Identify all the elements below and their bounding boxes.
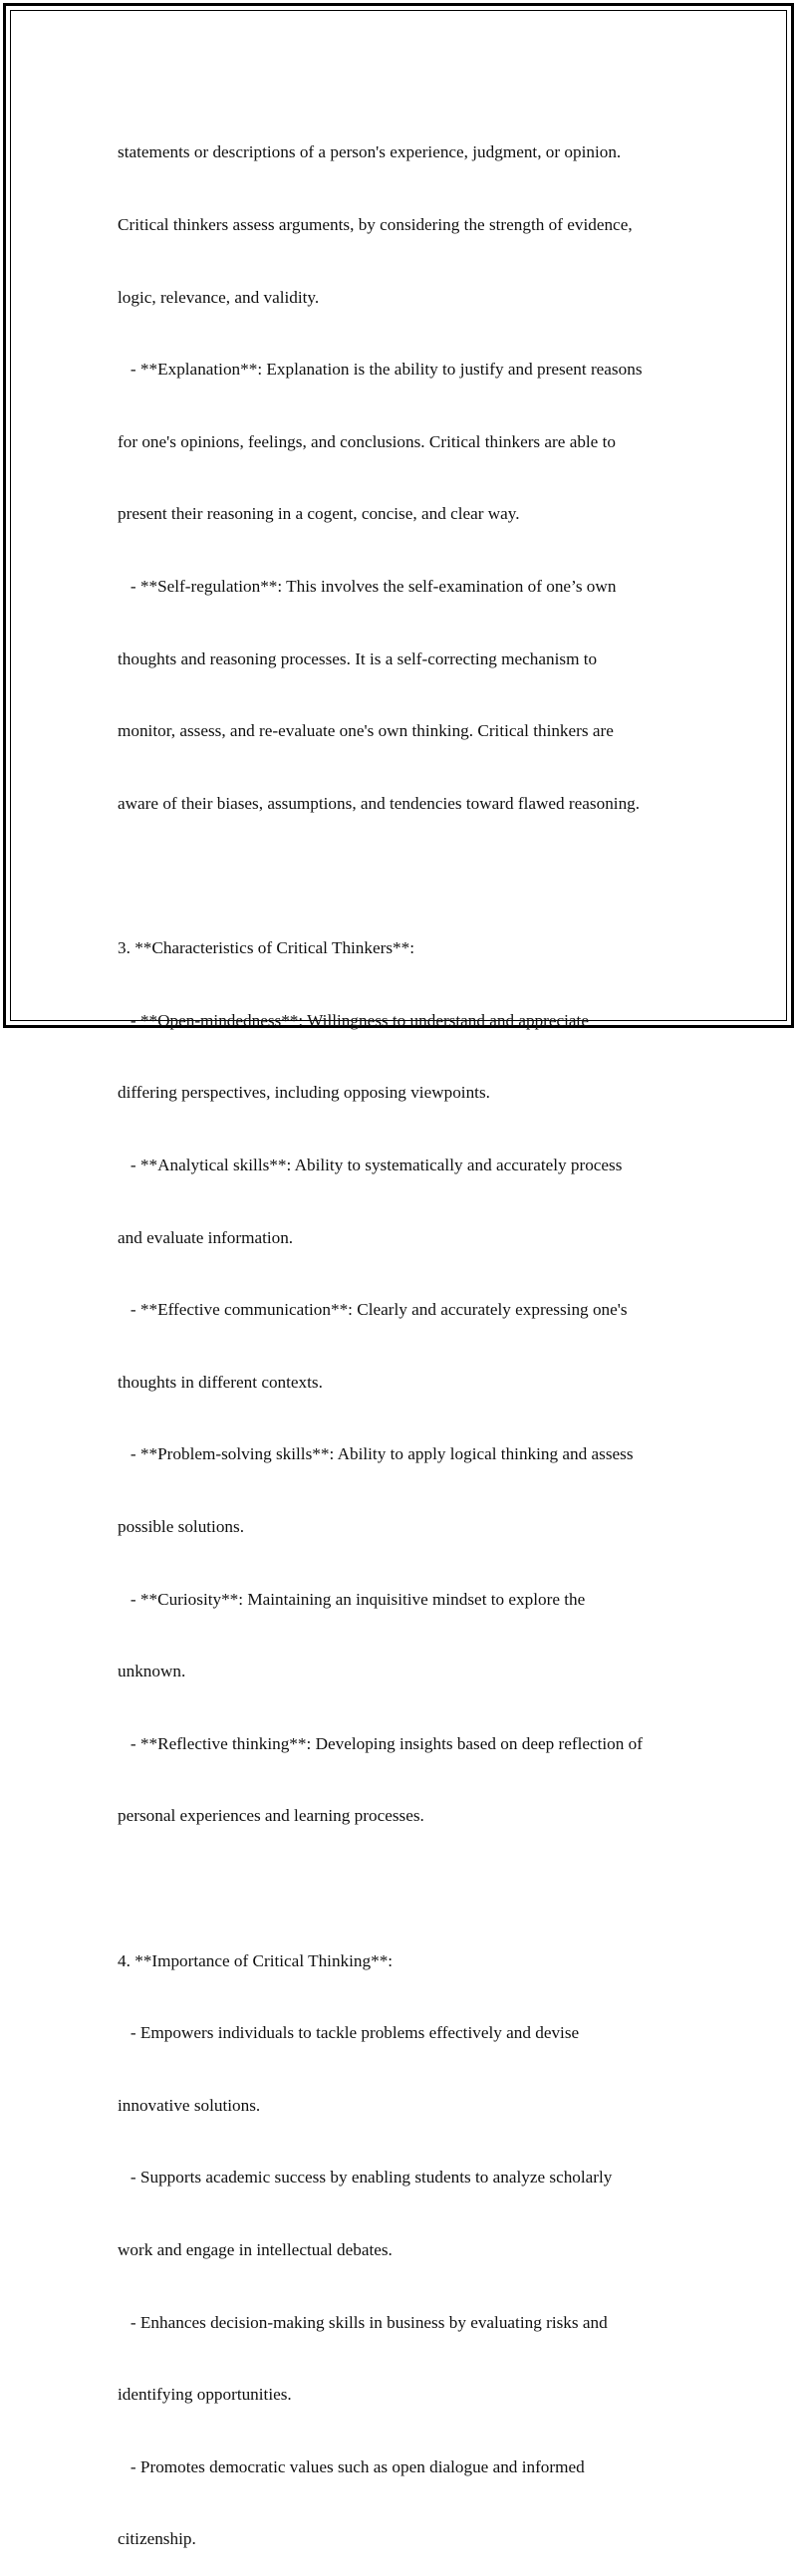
text-line: innovative solutions. <box>118 2095 261 2115</box>
text-line: - Promotes democratic values such as open dialogue and informed <box>118 2456 585 2476</box>
text-line: aware of their biases, assumptions, and tendencies toward flawed reasoning. <box>118 793 641 813</box>
text-line: monitor, assess, and re-evaluate one's own thinking. Critical thinkers are <box>118 721 614 741</box>
blank-line <box>118 1877 690 1901</box>
text-line: thoughts in different contexts. <box>118 1372 323 1392</box>
text-line: - **Curiosity**: Maintaining an inquisitive mindset to explore the <box>118 1589 586 1609</box>
document-body <box>118 93 690 2576</box>
text-line: work and engage in intellectual debates. <box>118 2240 393 2260</box>
text-line: for one's opinions, feelings, and conclusions. Critical thinkers are able to <box>118 431 616 451</box>
text-line: differing perspectives, including opposing viewpoints. <box>118 1083 490 1103</box>
text-line: logic, relevance, and validity. <box>118 287 320 307</box>
text-line: - **Effective communication**: Clearly and accurately expressing one's <box>118 1300 628 1320</box>
text-line: personal experiences and learning processes. <box>118 1806 424 1826</box>
blank-line <box>118 865 690 889</box>
text-line: - Empowers individuals to tackle problems effectively and devise <box>118 2023 580 2043</box>
text-line: statements or descriptions of a person's experience, judgment, or opinion. <box>118 142 622 162</box>
text-line: and evaluate information. <box>118 1227 294 1247</box>
text-line: citizenship. <box>118 2529 196 2549</box>
text-line: - **Self-regulation**: This involves the self-examination of one’s own <box>118 577 617 597</box>
text-line: - Supports academic success by enabling students to analyze scholarly <box>118 2168 613 2188</box>
text-line: - **Reflective thinking**: Developing insights based on deep reflection of <box>118 1733 643 1753</box>
text-line: - **Explanation**: Explanation is the ability to justify and present reasons <box>118 360 643 380</box>
section-heading: 3. **Characteristics of Critical Thinkers**: <box>118 938 415 958</box>
text-line: - **Open-mindedness**: Willingness to understand and appreciate <box>118 1010 589 1030</box>
text-line: thoughts and reasoning processes. It is a self-correcting mechanism to <box>118 648 598 668</box>
text-line: - **Problem-solving skills**: Ability to apply logical thinking and assess <box>118 1444 634 1464</box>
text-line: Critical thinkers assess arguments, by considering the strength of evidence, <box>118 215 633 235</box>
text-line: identifying opportunities. <box>118 2385 292 2405</box>
text-line: - **Analytical skills**: Ability to systematically and accurately process <box>118 1155 623 1174</box>
section-heading: 4. **Importance of Critical Thinking**: <box>118 1950 394 1970</box>
text-line: unknown. <box>118 1662 186 1681</box>
text-line: present their reasoning in a cogent, concise, and clear way. <box>118 504 520 524</box>
text-line: possible solutions. <box>118 1516 245 1536</box>
text-line: - Enhances decision-making skills in business by evaluating risks and <box>118 2312 608 2332</box>
